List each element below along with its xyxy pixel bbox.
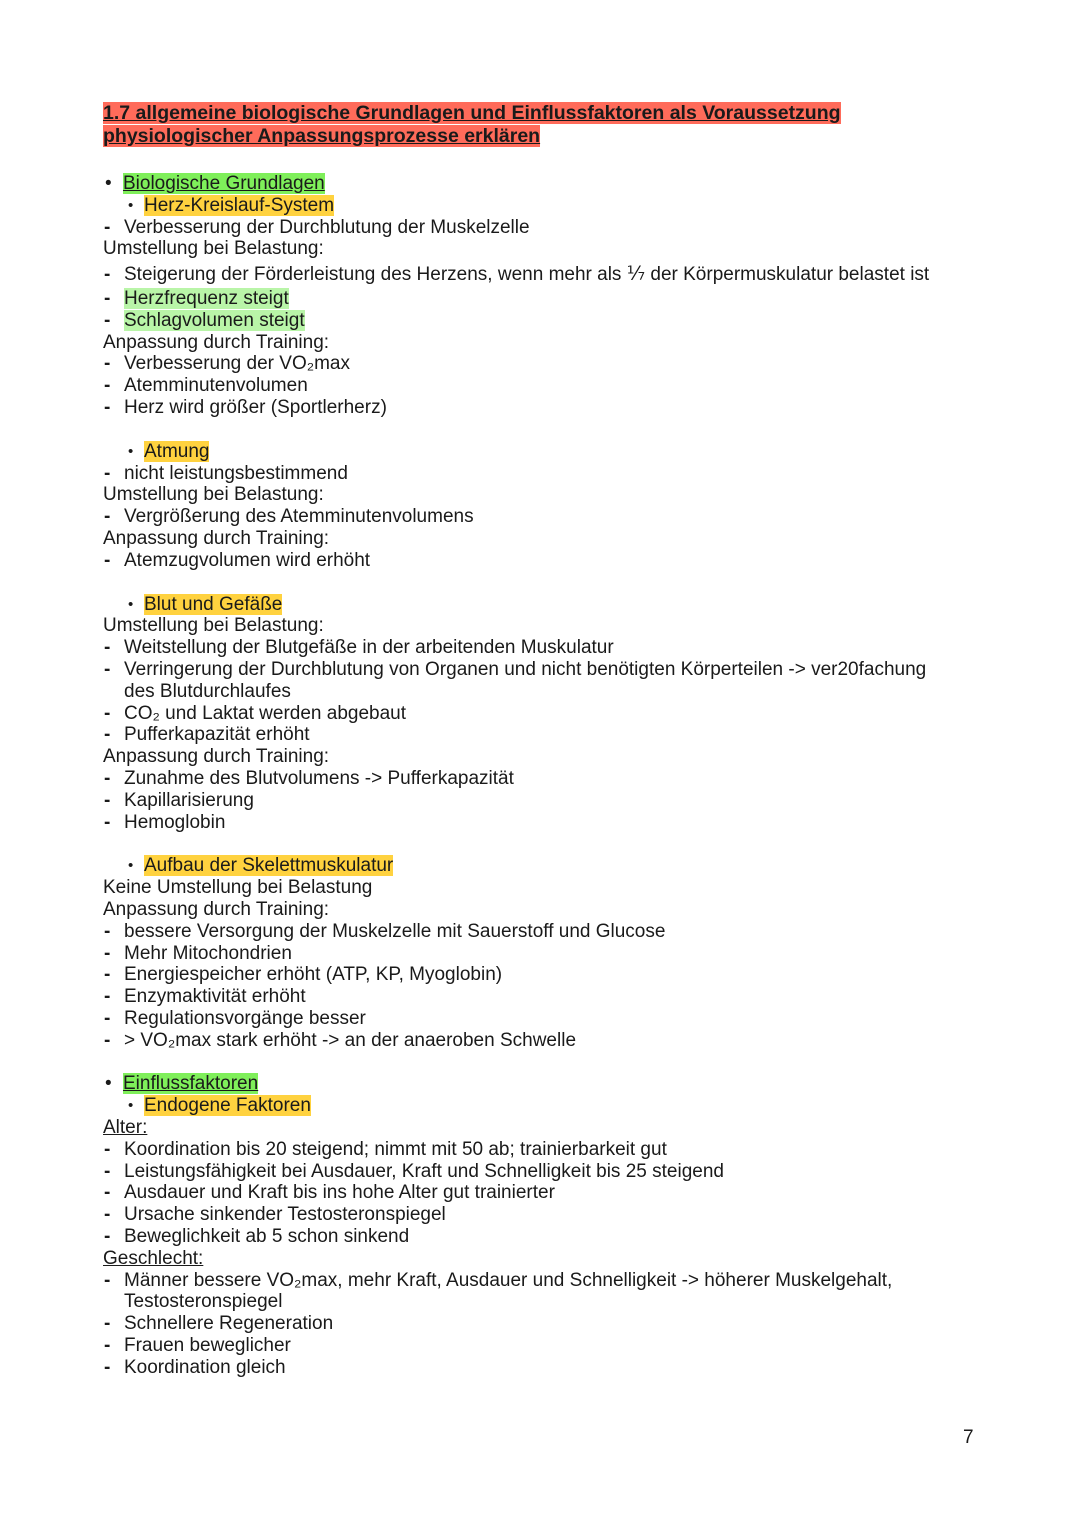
list-item: - Koordination gleich [103,1357,1003,1379]
subsection-heading-text: Aufbau der Skelettmuskulatur [144,855,394,877]
list-item-highlight: Herzfrequenz steigt [124,287,289,309]
list-item: - > VO₂max stark erhöht -> an der anaeroben Schwelle [103,1030,1003,1052]
list-item: - Ursache sinkender Testosteronspiegel [103,1204,1003,1226]
group-label: Anpassung durch Training: [103,331,330,353]
list-item: - CO₂ und Laktat werden abgebaut [103,703,1003,725]
section-heading [103,1073,1003,1095]
list-item: - Vergrößerung des Atemminutenvolumens [103,506,1003,528]
list-item: - Atemminutenvolumen [103,375,1003,397]
list-item: - bessere Versorgung der Muskelzelle mit Sauerstoff und Glucose [103,921,1003,943]
subsection-heading-text: Blut und Gefäße [144,593,283,615]
document-page [103,102,1003,1379]
list-item-highlight: Schlagvolumen steigt [124,309,305,331]
page-number: 7 [963,1427,974,1448]
page-title [103,102,1003,148]
list-item: - Verringerung der Durchblutung von Organen und nicht benötigten Körperteilen -> ver20fachung [103,659,1003,681]
list-item: - Zunahme des Blutvolumens -> Pufferkapazität [103,768,1003,790]
group-label: Umstellung bei Belastung: [103,238,324,260]
list-item [103,288,1003,310]
list-item: - Verbesserung der VO₂max [103,353,1003,375]
list-item: - nicht leistungsbestimmend [103,463,1003,485]
list-item: - Energiespeicher erhöht (ATP, KP, Myoglobin) [103,964,1003,986]
list-item-continuation: Testosteronspiegel [124,1291,283,1313]
subsection-heading [103,855,1003,877]
list-item: - Kapillarisierung [103,790,1003,812]
section-heading-text: Einflussfaktoren [123,1073,259,1095]
list-item: - Hemoglobin [103,812,1003,834]
list-item: - Schnellere Regeneration [103,1313,1003,1335]
list-item: - Leistungsfähigkeit bei Ausdauer, Kraft und Schnelligkeit bis 25 steigend [103,1161,1003,1183]
list-item: - Männer bessere VO₂max, mehr Kraft, Ausdauer und Schnelligkeit -> höherer Muskelgehalt, [103,1270,1003,1292]
spacer [103,1051,1003,1073]
list-item: - Atemzugvolumen wird erhöht [103,550,1003,572]
list-item-continuation: des Blutdurchlaufes [124,680,291,702]
subsection-heading-text: Herz-Kreislauf-System [144,194,335,216]
subsection-heading-text: Atmung [144,440,210,462]
title-line-2: physiologischer Anpassungsprozesse erklären [103,125,541,147]
title-line-1: 1.7 allgemeine biologische Grundlagen und Einflussfaktoren als Voraussetzung [103,102,841,124]
subsection-heading [103,441,1003,463]
group-label: Anpassung durch Training: [103,527,330,549]
subsection-heading-text: Endogene Faktoren [144,1095,311,1117]
spacer [103,833,1003,855]
group-label: Umstellung bei Belastung: [103,615,324,637]
spacer [103,572,1003,594]
subsection-heading [103,594,1003,616]
group-label: Keine Umstellung bei Belastung [103,877,373,899]
list-item: - Herz wird größer (Sportlerherz) [103,397,1003,419]
section-heading-text: Biologische Grundlagen [123,173,325,194]
list-item: - Weitstellung der Blutgefäße in der arbeitenden Muskulatur [103,637,1003,659]
group-label: Geschlecht: [103,1247,204,1269]
list-item: - Verbesserung der Durchblutung der Muskelzelle [103,217,1003,239]
subsection-heading [103,195,1003,217]
list-item: - Steigerung der Förderleistung des Herzens, wenn mehr als ⅐ der Körpermuskulatur belastet ist [103,264,1003,286]
spacer [103,419,1003,441]
group-label: Anpassung durch Training: [103,898,330,920]
section-heading [103,173,1003,195]
list-item: - Koordination bis 20 steigend; nimmt mit 50 ab; trainierbarkeit gut [103,1139,1003,1161]
list-item: - Ausdauer und Kraft bis ins hohe Alter gut trainierter [103,1182,1003,1204]
list-item: - Beweglichkeit ab 5 schon sinkend [103,1226,1003,1248]
group-label: Umstellung bei Belastung: [103,484,324,506]
list-item [103,310,1003,332]
subsection-heading [103,1095,1003,1117]
list-item: - Pufferkapazität erhöht [103,724,1003,746]
group-label: Alter: [103,1117,148,1139]
list-item: - Regulationsvorgänge besser [103,1008,1003,1030]
list-item: - Frauen beweglicher [103,1335,1003,1357]
list-item: - Mehr Mitochondrien [103,943,1003,965]
list-item: - Enzymaktivität erhöht [103,986,1003,1008]
group-label: Anpassung durch Training: [103,746,330,768]
